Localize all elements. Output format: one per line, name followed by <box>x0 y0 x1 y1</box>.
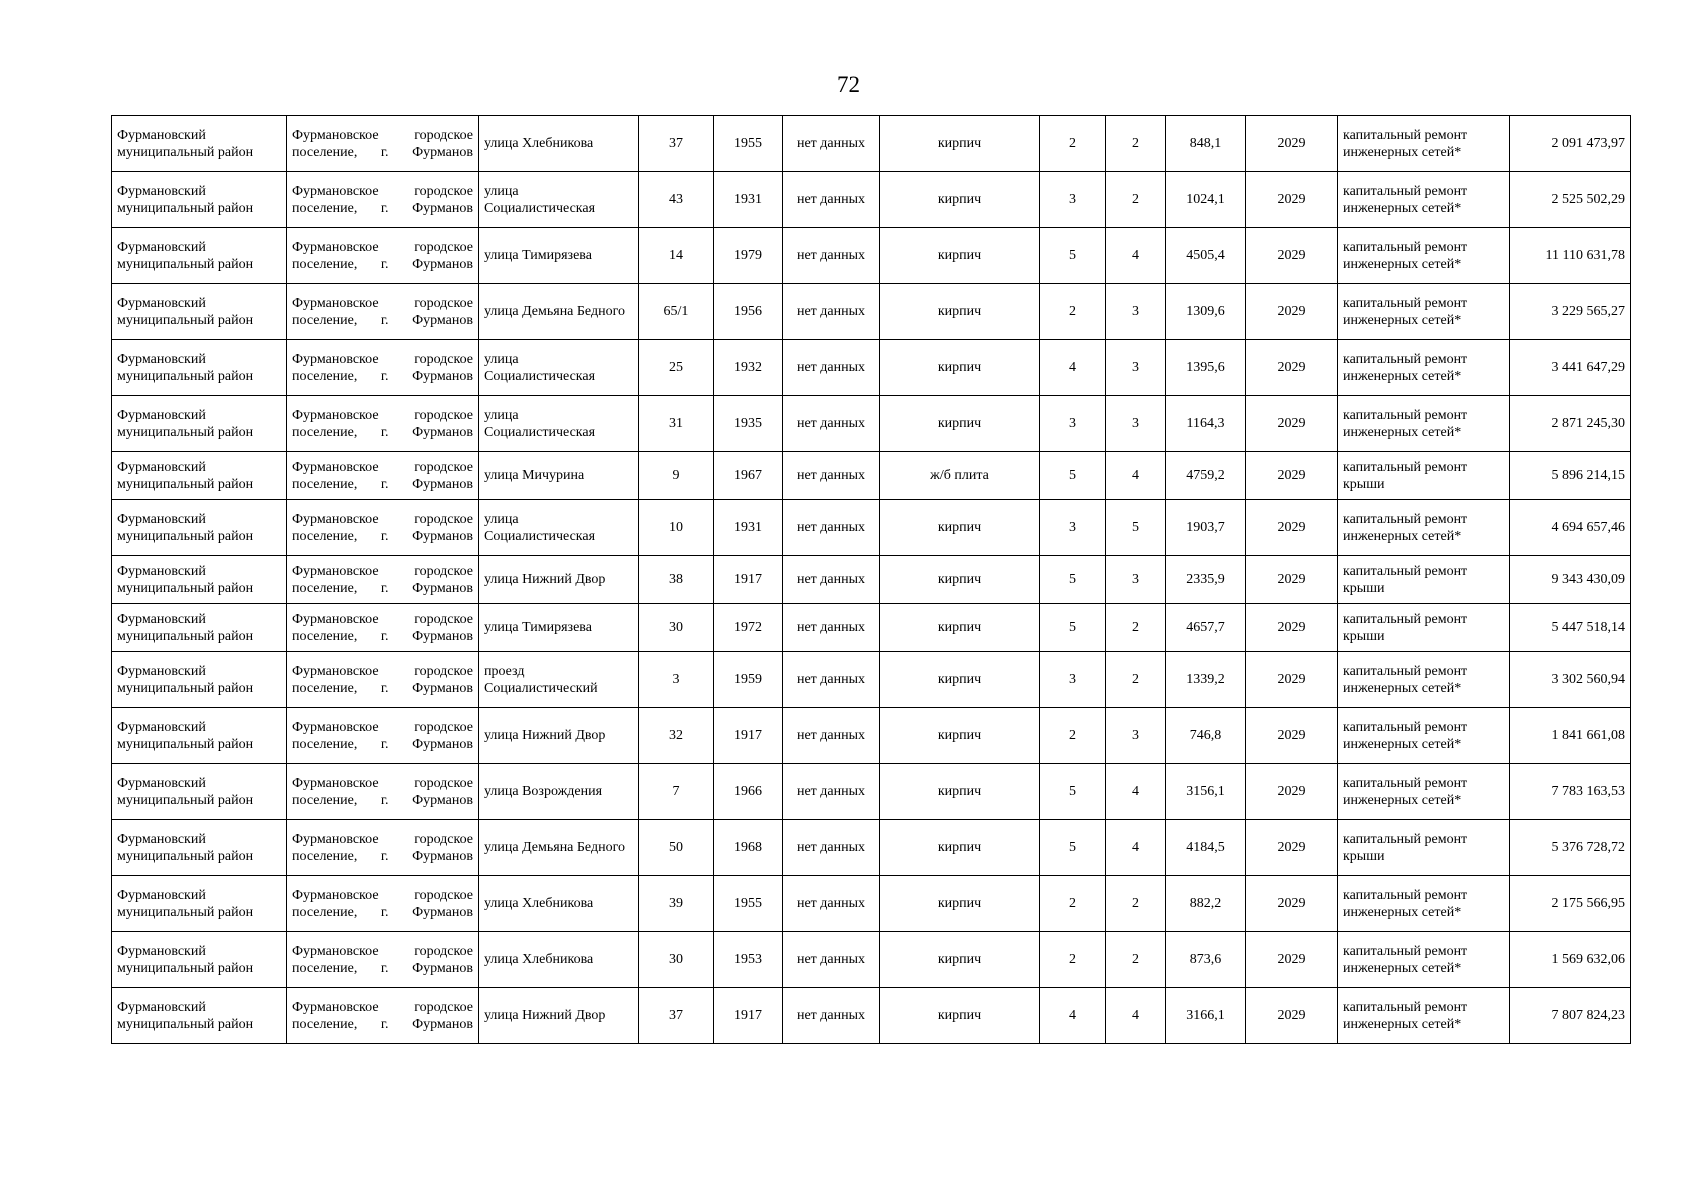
cell-street: улица Хлебникова <box>479 932 639 988</box>
cell-construction-year: 1932 <box>714 340 783 396</box>
cell-entrances: 4 <box>1106 820 1166 876</box>
cell-settlement: Фурмановское городское поселение, г. Фурманов <box>287 604 479 652</box>
table-row <box>112 988 1631 1044</box>
cell-cost: 7 807 824,23 <box>1510 988 1631 1044</box>
cell-district: Фурмановский муниципальный район <box>112 604 287 652</box>
cell-plan-year: 2029 <box>1246 708 1338 764</box>
cell-area: 1339,2 <box>1166 652 1246 708</box>
cell-floors: 5 <box>1040 228 1106 284</box>
cell-cost: 5 896 214,15 <box>1510 452 1631 500</box>
cell-district: Фурмановский муниципальный район <box>112 708 287 764</box>
cell-status: нет данных <box>783 604 880 652</box>
cell-area: 4184,5 <box>1166 820 1246 876</box>
table-row <box>112 500 1631 556</box>
cell-settlement: Фурмановское городское поселение, г. Фурманов <box>287 556 479 604</box>
cell-construction-year: 1917 <box>714 556 783 604</box>
cell-construction-year: 1966 <box>714 764 783 820</box>
cell-construction-year: 1931 <box>714 172 783 228</box>
cell-work-type: капитальный ремонт инженерных сетей* <box>1338 116 1510 172</box>
cell-floors: 4 <box>1040 340 1106 396</box>
cell-floors: 5 <box>1040 556 1106 604</box>
cell-cost: 4 694 657,46 <box>1510 500 1631 556</box>
cell-plan-year: 2029 <box>1246 396 1338 452</box>
cell-entrances: 4 <box>1106 452 1166 500</box>
cell-work-type: капитальный ремонт инженерных сетей* <box>1338 396 1510 452</box>
cell-plan-year: 2029 <box>1246 556 1338 604</box>
cell-street: улица Хлебникова <box>479 116 639 172</box>
cell-wall-material: кирпич <box>880 932 1040 988</box>
cell-wall-material: кирпич <box>880 228 1040 284</box>
table-row <box>112 172 1631 228</box>
cell-plan-year: 2029 <box>1246 988 1338 1044</box>
cell-cost: 5 376 728,72 <box>1510 820 1631 876</box>
cell-house-number: 25 <box>639 340 714 396</box>
table-row <box>112 284 1631 340</box>
cell-work-type: капитальный ремонт инженерных сетей* <box>1338 876 1510 932</box>
cell-entrances: 3 <box>1106 284 1166 340</box>
cell-entrances: 2 <box>1106 652 1166 708</box>
cell-street: улица Социалистическая <box>479 172 639 228</box>
cell-entrances: 3 <box>1106 708 1166 764</box>
cell-plan-year: 2029 <box>1246 452 1338 500</box>
cell-cost: 3 441 647,29 <box>1510 340 1631 396</box>
cell-wall-material: кирпич <box>880 820 1040 876</box>
cell-district: Фурмановский муниципальный район <box>112 396 287 452</box>
cell-district: Фурмановский муниципальный район <box>112 932 287 988</box>
cell-wall-material: кирпич <box>880 988 1040 1044</box>
cell-work-type: капитальный ремонт инженерных сетей* <box>1338 284 1510 340</box>
cell-plan-year: 2029 <box>1246 764 1338 820</box>
cell-area: 1164,3 <box>1166 396 1246 452</box>
cell-entrances: 2 <box>1106 172 1166 228</box>
cell-area: 1395,6 <box>1166 340 1246 396</box>
cell-cost: 5 447 518,14 <box>1510 604 1631 652</box>
cell-plan-year: 2029 <box>1246 932 1338 988</box>
cell-area: 4657,7 <box>1166 604 1246 652</box>
cell-cost: 2 871 245,30 <box>1510 396 1631 452</box>
cell-plan-year: 2029 <box>1246 340 1338 396</box>
cell-status: нет данных <box>783 988 880 1044</box>
cell-construction-year: 1935 <box>714 396 783 452</box>
cell-status: нет данных <box>783 556 880 604</box>
cell-work-type: капитальный ремонт инженерных сетей* <box>1338 708 1510 764</box>
cell-entrances: 2 <box>1106 116 1166 172</box>
cell-district: Фурмановский муниципальный район <box>112 820 287 876</box>
cell-settlement: Фурмановское городское поселение, г. Фурманов <box>287 932 479 988</box>
cell-area: 1309,6 <box>1166 284 1246 340</box>
table-row <box>112 452 1631 500</box>
cell-entrances: 2 <box>1106 604 1166 652</box>
cell-area: 3166,1 <box>1166 988 1246 1044</box>
cell-street: улица Социалистическая <box>479 396 639 452</box>
table-row <box>112 340 1631 396</box>
cell-wall-material: кирпич <box>880 604 1040 652</box>
cell-settlement: Фурмановское городское поселение, г. Фурманов <box>287 652 479 708</box>
cell-work-type: капитальный ремонт инженерных сетей* <box>1338 228 1510 284</box>
table-row <box>112 932 1631 988</box>
table-row <box>112 556 1631 604</box>
cell-status: нет данных <box>783 340 880 396</box>
cell-district: Фурмановский муниципальный район <box>112 340 287 396</box>
cell-entrances: 4 <box>1106 988 1166 1044</box>
cell-status: нет данных <box>783 500 880 556</box>
cell-house-number: 30 <box>639 604 714 652</box>
table-row <box>112 708 1631 764</box>
cell-district: Фурмановский муниципальный район <box>112 284 287 340</box>
cell-floors: 2 <box>1040 876 1106 932</box>
cell-wall-material: кирпич <box>880 876 1040 932</box>
cell-status: нет данных <box>783 116 880 172</box>
cell-wall-material: кирпич <box>880 764 1040 820</box>
cell-construction-year: 1956 <box>714 284 783 340</box>
cell-district: Фурмановский муниципальный район <box>112 556 287 604</box>
cell-cost: 2 525 502,29 <box>1510 172 1631 228</box>
cell-area: 1903,7 <box>1166 500 1246 556</box>
table-row <box>112 116 1631 172</box>
cell-status: нет данных <box>783 932 880 988</box>
cell-settlement: Фурмановское городское поселение, г. Фурманов <box>287 876 479 932</box>
cell-settlement: Фурмановское городское поселение, г. Фурманов <box>287 116 479 172</box>
cell-plan-year: 2029 <box>1246 116 1338 172</box>
cell-cost: 3 302 560,94 <box>1510 652 1631 708</box>
cell-construction-year: 1979 <box>714 228 783 284</box>
cell-street: улица Тимирязева <box>479 228 639 284</box>
cell-district: Фурмановский муниципальный район <box>112 228 287 284</box>
cell-street: улица Мичурина <box>479 452 639 500</box>
cell-area: 882,2 <box>1166 876 1246 932</box>
cell-cost: 2 175 566,95 <box>1510 876 1631 932</box>
cell-street: улица Хлебникова <box>479 876 639 932</box>
cell-house-number: 38 <box>639 556 714 604</box>
cell-area: 4759,2 <box>1166 452 1246 500</box>
cell-house-number: 37 <box>639 116 714 172</box>
cell-cost: 1 569 632,06 <box>1510 932 1631 988</box>
cell-work-type: капитальный ремонт инженерных сетей* <box>1338 764 1510 820</box>
cell-work-type: капитальный ремонт инженерных сетей* <box>1338 652 1510 708</box>
cell-settlement: Фурмановское городское поселение, г. Фурманов <box>287 500 479 556</box>
cell-construction-year: 1955 <box>714 116 783 172</box>
cell-work-type: капитальный ремонт крыши <box>1338 820 1510 876</box>
cell-district: Фурмановский муниципальный район <box>112 988 287 1044</box>
cell-floors: 3 <box>1040 396 1106 452</box>
cell-house-number: 9 <box>639 452 714 500</box>
cell-cost: 9 343 430,09 <box>1510 556 1631 604</box>
cell-status: нет данных <box>783 708 880 764</box>
cell-floors: 5 <box>1040 820 1106 876</box>
cell-entrances: 4 <box>1106 764 1166 820</box>
cell-street: улица Демьяна Бедного <box>479 284 639 340</box>
cell-construction-year: 1959 <box>714 652 783 708</box>
cell-house-number: 37 <box>639 988 714 1044</box>
cell-street: улица Демьяна Бедного <box>479 820 639 876</box>
cell-floors: 3 <box>1040 172 1106 228</box>
cell-wall-material: ж/б плита <box>880 452 1040 500</box>
cell-street: проезд Социалистический <box>479 652 639 708</box>
page-number: 72 <box>837 72 860 97</box>
cell-status: нет данных <box>783 172 880 228</box>
cell-settlement: Фурмановское городское поселение, г. Фурманов <box>287 396 479 452</box>
cell-wall-material: кирпич <box>880 500 1040 556</box>
cell-wall-material: кирпич <box>880 172 1040 228</box>
cell-plan-year: 2029 <box>1246 172 1338 228</box>
cell-house-number: 3 <box>639 652 714 708</box>
cell-house-number: 43 <box>639 172 714 228</box>
cell-entrances: 3 <box>1106 396 1166 452</box>
cell-work-type: капитальный ремонт крыши <box>1338 452 1510 500</box>
cell-status: нет данных <box>783 396 880 452</box>
cell-status: нет данных <box>783 452 880 500</box>
cell-wall-material: кирпич <box>880 396 1040 452</box>
cell-house-number: 50 <box>639 820 714 876</box>
cell-area: 746,8 <box>1166 708 1246 764</box>
cell-street: улица Тимирязева <box>479 604 639 652</box>
cell-wall-material: кирпич <box>880 284 1040 340</box>
cell-area: 848,1 <box>1166 116 1246 172</box>
cell-status: нет данных <box>783 228 880 284</box>
cell-status: нет данных <box>783 764 880 820</box>
cell-floors: 3 <box>1040 652 1106 708</box>
cell-street: улица Нижний Двор <box>479 556 639 604</box>
cell-wall-material: кирпич <box>880 340 1040 396</box>
cell-settlement: Фурмановское городское поселение, г. Фурманов <box>287 820 479 876</box>
table-row <box>112 652 1631 708</box>
cell-entrances: 3 <box>1106 340 1166 396</box>
cell-cost: 7 783 163,53 <box>1510 764 1631 820</box>
housing-registry-table <box>111 115 1631 1044</box>
table-row <box>112 764 1631 820</box>
cell-settlement: Фурмановское городское поселение, г. Фурманов <box>287 340 479 396</box>
cell-construction-year: 1972 <box>714 604 783 652</box>
cell-construction-year: 1917 <box>714 988 783 1044</box>
cell-plan-year: 2029 <box>1246 820 1338 876</box>
table-row <box>112 396 1631 452</box>
cell-settlement: Фурмановское городское поселение, г. Фурманов <box>287 764 479 820</box>
cell-street: улица Социалистическая <box>479 500 639 556</box>
cell-wall-material: кирпич <box>880 116 1040 172</box>
cell-house-number: 10 <box>639 500 714 556</box>
cell-house-number: 30 <box>639 932 714 988</box>
cell-status: нет данных <box>783 284 880 340</box>
cell-status: нет данных <box>783 876 880 932</box>
table-body <box>112 116 1631 1044</box>
cell-area: 2335,9 <box>1166 556 1246 604</box>
table-row <box>112 876 1631 932</box>
cell-district: Фурмановский муниципальный район <box>112 652 287 708</box>
cell-entrances: 3 <box>1106 556 1166 604</box>
cell-settlement: Фурмановское городское поселение, г. Фурманов <box>287 988 479 1044</box>
cell-house-number: 32 <box>639 708 714 764</box>
table-row <box>112 228 1631 284</box>
cell-plan-year: 2029 <box>1246 652 1338 708</box>
cell-floors: 5 <box>1040 452 1106 500</box>
cell-floors: 2 <box>1040 708 1106 764</box>
cell-district: Фурмановский муниципальный район <box>112 764 287 820</box>
cell-house-number: 31 <box>639 396 714 452</box>
table-row <box>112 604 1631 652</box>
cell-settlement: Фурмановское городское поселение, г. Фурманов <box>287 708 479 764</box>
cell-entrances: 5 <box>1106 500 1166 556</box>
cell-work-type: капитальный ремонт инженерных сетей* <box>1338 172 1510 228</box>
cell-cost: 1 841 661,08 <box>1510 708 1631 764</box>
cell-house-number: 39 <box>639 876 714 932</box>
cell-status: нет данных <box>783 820 880 876</box>
cell-entrances: 2 <box>1106 876 1166 932</box>
cell-construction-year: 1917 <box>714 708 783 764</box>
cell-entrances: 4 <box>1106 228 1166 284</box>
cell-district: Фурмановский муниципальный район <box>112 116 287 172</box>
table-row <box>112 820 1631 876</box>
cell-area: 3156,1 <box>1166 764 1246 820</box>
cell-settlement: Фурмановское городское поселение, г. Фурманов <box>287 284 479 340</box>
cell-work-type: капитальный ремонт крыши <box>1338 556 1510 604</box>
cell-construction-year: 1931 <box>714 500 783 556</box>
cell-area: 1024,1 <box>1166 172 1246 228</box>
cell-floors: 3 <box>1040 500 1106 556</box>
cell-plan-year: 2029 <box>1246 500 1338 556</box>
cell-street: улица Нижний Двор <box>479 708 639 764</box>
cell-house-number: 7 <box>639 764 714 820</box>
cell-area: 873,6 <box>1166 932 1246 988</box>
cell-construction-year: 1968 <box>714 820 783 876</box>
cell-work-type: капитальный ремонт инженерных сетей* <box>1338 988 1510 1044</box>
cell-work-type: капитальный ремонт инженерных сетей* <box>1338 932 1510 988</box>
cell-cost: 2 091 473,97 <box>1510 116 1631 172</box>
cell-floors: 2 <box>1040 932 1106 988</box>
cell-street: улица Социалистическая <box>479 340 639 396</box>
cell-settlement: Фурмановское городское поселение, г. Фурманов <box>287 172 479 228</box>
cell-floors: 5 <box>1040 764 1106 820</box>
cell-settlement: Фурмановское городское поселение, г. Фурманов <box>287 228 479 284</box>
cell-work-type: капитальный ремонт инженерных сетей* <box>1338 340 1510 396</box>
cell-district: Фурмановский муниципальный район <box>112 172 287 228</box>
cell-work-type: капитальный ремонт инженерных сетей* <box>1338 500 1510 556</box>
cell-construction-year: 1955 <box>714 876 783 932</box>
cell-wall-material: кирпич <box>880 708 1040 764</box>
cell-status: нет данных <box>783 652 880 708</box>
cell-construction-year: 1953 <box>714 932 783 988</box>
cell-cost: 3 229 565,27 <box>1510 284 1631 340</box>
cell-settlement: Фурмановское городское поселение, г. Фурманов <box>287 452 479 500</box>
cell-wall-material: кирпич <box>880 556 1040 604</box>
cell-district: Фурмановский муниципальный район <box>112 876 287 932</box>
cell-street: улица Нижний Двор <box>479 988 639 1044</box>
cell-floors: 4 <box>1040 988 1106 1044</box>
cell-entrances: 2 <box>1106 932 1166 988</box>
cell-district: Фурмановский муниципальный район <box>112 500 287 556</box>
cell-wall-material: кирпич <box>880 652 1040 708</box>
cell-floors: 5 <box>1040 604 1106 652</box>
cell-house-number: 65/1 <box>639 284 714 340</box>
cell-work-type: капитальный ремонт крыши <box>1338 604 1510 652</box>
cell-area: 4505,4 <box>1166 228 1246 284</box>
cell-floors: 2 <box>1040 116 1106 172</box>
cell-plan-year: 2029 <box>1246 876 1338 932</box>
cell-street: улица Возрождения <box>479 764 639 820</box>
cell-cost: 11 110 631,78 <box>1510 228 1631 284</box>
cell-construction-year: 1967 <box>714 452 783 500</box>
cell-plan-year: 2029 <box>1246 284 1338 340</box>
cell-house-number: 14 <box>639 228 714 284</box>
cell-district: Фурмановский муниципальный район <box>112 452 287 500</box>
cell-plan-year: 2029 <box>1246 228 1338 284</box>
cell-floors: 2 <box>1040 284 1106 340</box>
cell-plan-year: 2029 <box>1246 604 1338 652</box>
